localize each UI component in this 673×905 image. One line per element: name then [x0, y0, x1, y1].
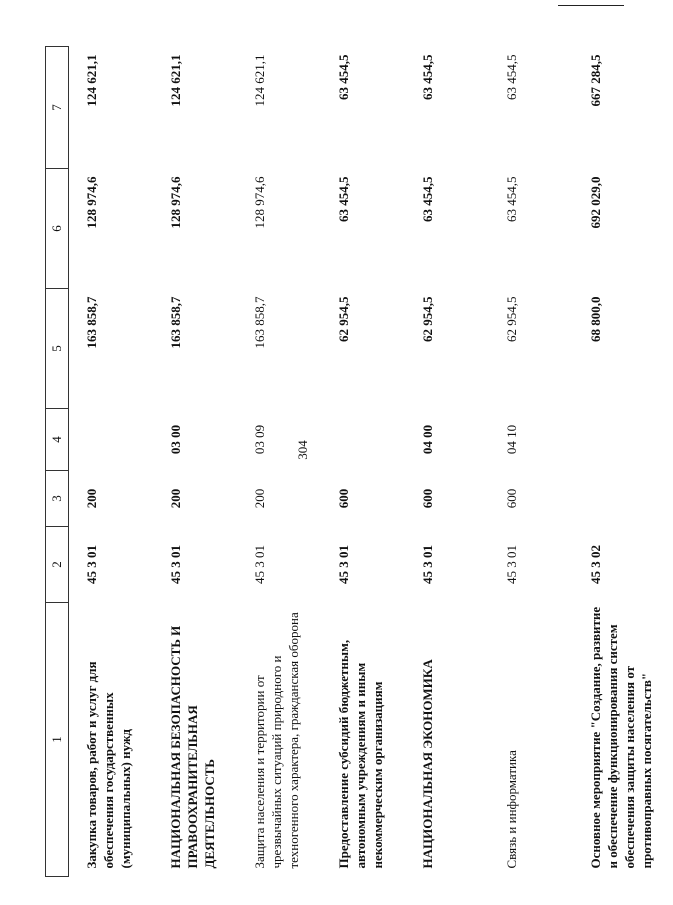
table-row [489, 47, 573, 877]
row-target-code: 45 3 01 [503, 545, 519, 584]
row-section-code [573, 409, 673, 471]
row-expense-type: 600 [335, 488, 351, 509]
row-amount-7: 63 454,5 [503, 54, 519, 100]
corner-rule [558, 5, 624, 6]
row-target-code: 45 3 01 [335, 545, 351, 584]
row-section-code: 04 10 [503, 424, 519, 455]
col-header-2: 2 [46, 527, 69, 603]
row-target-code: 45 3 01 [167, 545, 183, 584]
row-amount-6: 692 029,0 [587, 176, 603, 229]
col-header-3: 3 [46, 471, 69, 527]
col-header-4: 4 [46, 409, 69, 471]
row-amount-6: 63 454,5 [503, 176, 519, 222]
table-row [237, 47, 321, 877]
table-row [321, 47, 405, 877]
row-amount-6: 63 454,5 [419, 176, 435, 222]
row-amount-5: 62 954,5 [503, 296, 519, 342]
row-section-code [69, 409, 153, 471]
row-amount-5: 163 858,7 [167, 296, 183, 349]
row-name: НАЦИОНАЛЬНАЯ БЕЗОПАСНОСТЬ И ПРАВООХРАНИТЕЛЬНАЯ ДЕЯТЕЛЬНОСТЬ [167, 625, 217, 869]
rotated-table-area [45, 47, 654, 877]
row-name: Защита населения и территории от чрезвычайных ситуаций природного и техногенного характера, гражданская оборона [251, 612, 301, 869]
row-name: Предоставление субсидий бюджетным, автономным учреждениям и иным некоммерческим организациям [335, 639, 385, 869]
row-section-code [321, 409, 405, 471]
row-amount-7: 63 454,5 [335, 54, 351, 100]
row-amount-5: 163 858,7 [251, 296, 267, 349]
row-target-code: 45 3 02 [587, 545, 603, 584]
row-amount-6: 128 974,6 [84, 176, 99, 229]
row-name: Связь и информатика [503, 750, 519, 869]
col-header-5: 5 [46, 289, 69, 409]
row-expense-type: 200 [167, 488, 183, 509]
row-amount-6: 63 454,5 [335, 176, 351, 222]
row-amount-5: 163 858,7 [84, 296, 99, 349]
col-header-6: 6 [46, 169, 69, 289]
col-header-1: 1 [46, 603, 69, 877]
row-name: Основное мероприятие "Создание, развитие и обеспечение функционирования систем обеспечения защиты населения от противоправных посягательств" [587, 606, 654, 869]
table-row [153, 47, 237, 877]
row-amount-6: 128 974,6 [251, 176, 267, 229]
row-expense-type: 200 [84, 488, 99, 509]
row-expense-type [573, 471, 673, 527]
table-row [69, 47, 153, 877]
table-row [573, 47, 673, 877]
table-row [405, 47, 489, 877]
row-section-code: 03 00 [167, 424, 183, 455]
row-amount-7: 124 621,1 [167, 54, 183, 107]
row-expense-type: 200 [251, 488, 267, 509]
row-amount-7: 667 284,5 [587, 54, 603, 107]
page-number: 304 [295, 440, 310, 460]
row-expense-type: 600 [419, 488, 435, 509]
row-amount-5: 68 800,0 [587, 296, 603, 342]
row-amount-7: 63 454,5 [419, 54, 435, 100]
row-amount-6: 128 974,6 [167, 176, 183, 229]
row-name: НАЦИОНАЛЬНАЯ ЭКОНОМИКА [419, 659, 435, 869]
row-section-code: 04 00 [419, 424, 435, 455]
row-target-code: 45 3 01 [84, 545, 99, 584]
col-header-7: 7 [46, 47, 69, 169]
budget-table [45, 46, 673, 877]
table-body [69, 47, 673, 877]
row-expense-type: 600 [503, 488, 519, 509]
row-amount-7: 124 621,1 [84, 54, 99, 107]
row-amount-7: 124 621,1 [251, 54, 267, 107]
row-amount-5: 62 954,5 [419, 296, 435, 342]
row-name: Закупка товаров, работ и услуг для обеспечения государственных (муниципальных) нужд [84, 661, 133, 869]
row-target-code: 45 3 01 [419, 545, 435, 584]
table-header [46, 47, 69, 877]
row-amount-5: 62 954,5 [335, 296, 351, 342]
row-section-code: 03 09 [251, 424, 267, 455]
row-target-code: 45 3 01 [251, 545, 267, 584]
